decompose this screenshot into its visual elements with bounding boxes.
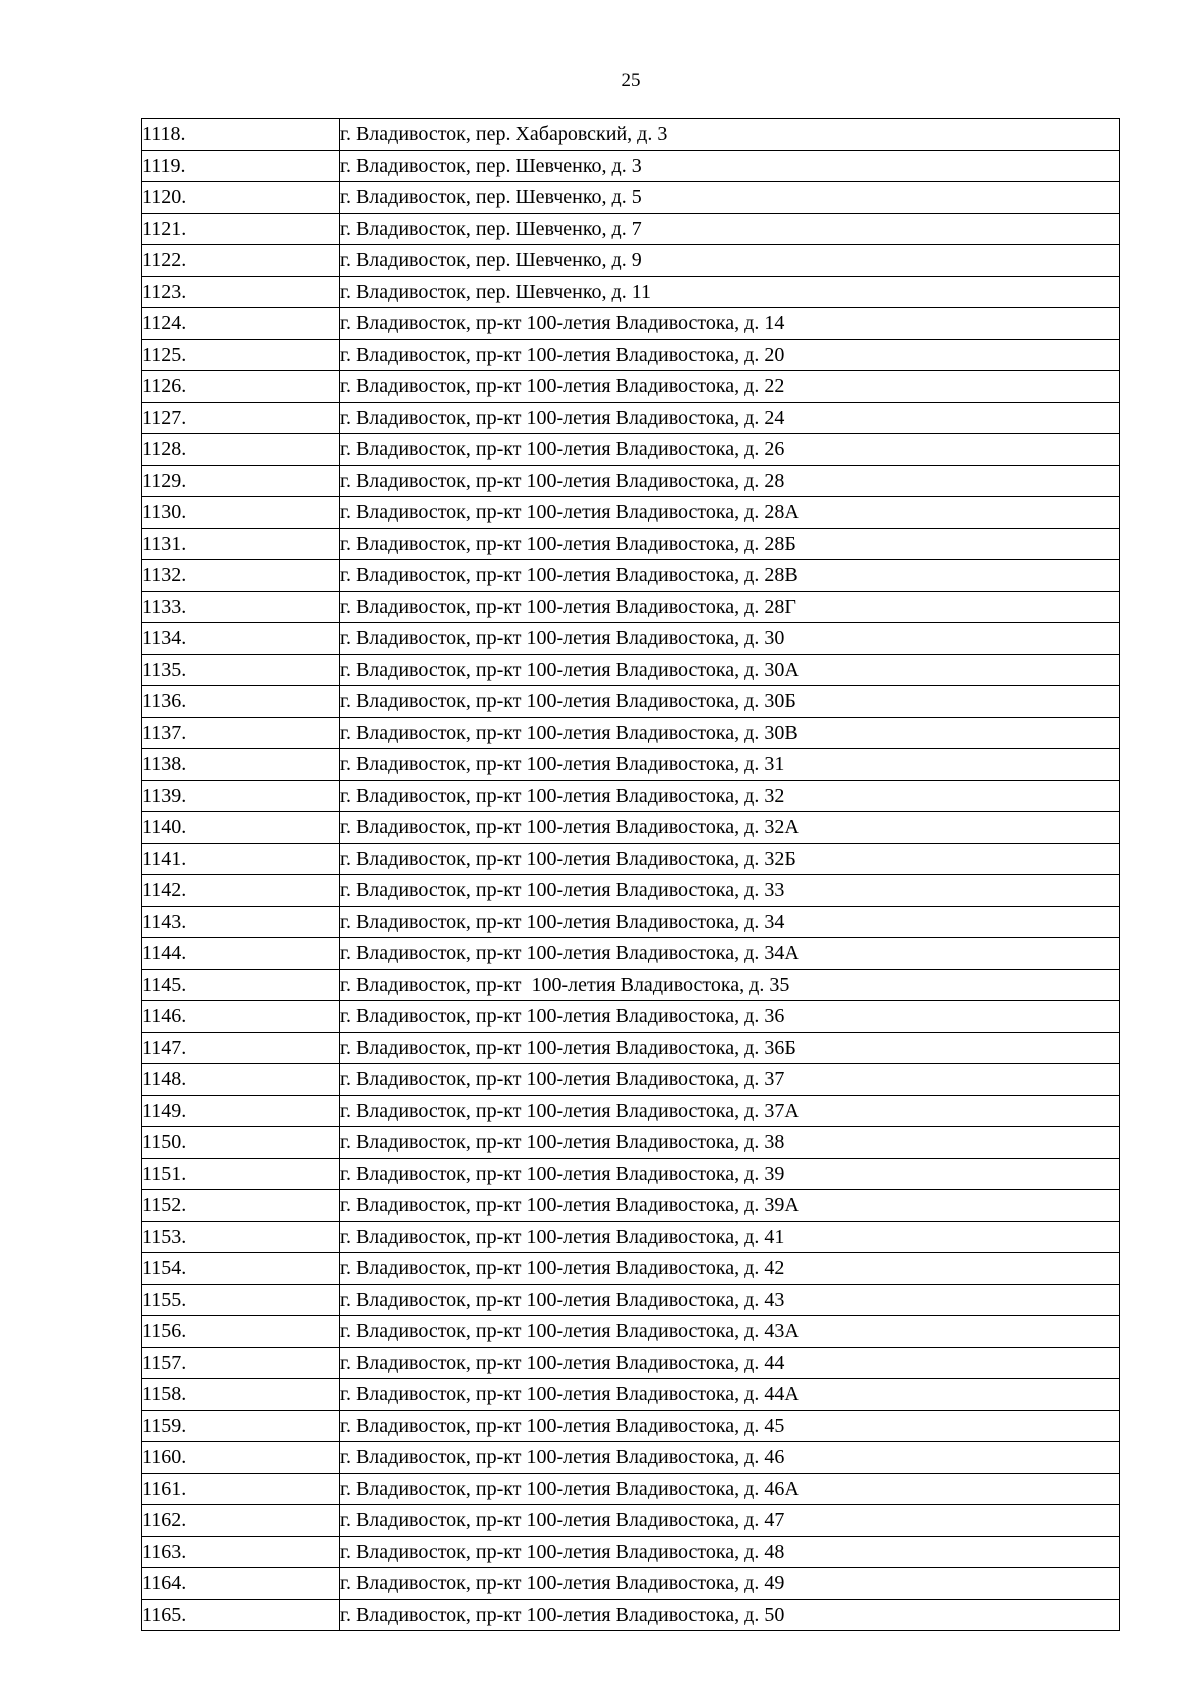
row-address: г. Владивосток, пер. Шевченко, д. 5 xyxy=(340,182,1120,214)
row-address: г. Владивосток, пр-кт 100-летия Владивостока, д. 28 xyxy=(340,465,1120,497)
row-address: г. Владивосток, пр-кт 100-летия Владивостока, д. 48 xyxy=(340,1536,1120,1568)
row-number: 1131. xyxy=(142,528,340,560)
row-address: г. Владивосток, пр-кт 100-летия Владивостока, д. 38 xyxy=(340,1127,1120,1159)
row-address: г. Владивосток, пр-кт 100-летия Владивостока, д. 35 xyxy=(340,969,1120,1001)
table-row xyxy=(142,434,1120,466)
row-number: 1142. xyxy=(142,875,340,907)
table-row xyxy=(142,1410,1120,1442)
row-address: г. Владивосток, пр-кт 100-летия Владивостока, д. 44А xyxy=(340,1379,1120,1411)
row-address: г. Владивосток, пр-кт 100-летия Владивостока, д. 28Г xyxy=(340,591,1120,623)
table-row xyxy=(142,1568,1120,1600)
table-row xyxy=(142,465,1120,497)
table-row xyxy=(142,717,1120,749)
table-row xyxy=(142,1190,1120,1222)
table-row xyxy=(142,245,1120,277)
row-number: 1144. xyxy=(142,938,340,970)
row-number: 1130. xyxy=(142,497,340,529)
row-number: 1162. xyxy=(142,1505,340,1537)
row-number: 1161. xyxy=(142,1473,340,1505)
row-number: 1141. xyxy=(142,843,340,875)
table-row xyxy=(142,528,1120,560)
row-number: 1140. xyxy=(142,812,340,844)
row-address: г. Владивосток, пр-кт 100-летия Владивостока, д. 46 xyxy=(340,1442,1120,1474)
row-number: 1132. xyxy=(142,560,340,592)
row-number: 1155. xyxy=(142,1284,340,1316)
row-address: г. Владивосток, пр-кт 100-летия Владивостока, д. 45 xyxy=(340,1410,1120,1442)
row-address: г. Владивосток, пр-кт 100-летия Владивостока, д. 41 xyxy=(340,1221,1120,1253)
row-number: 1119. xyxy=(142,150,340,182)
table-row xyxy=(142,1221,1120,1253)
table-row xyxy=(142,749,1120,781)
row-number: 1120. xyxy=(142,182,340,214)
row-number: 1121. xyxy=(142,213,340,245)
table-row xyxy=(142,1064,1120,1096)
table-row xyxy=(142,339,1120,371)
row-number: 1146. xyxy=(142,1001,340,1033)
row-address: г. Владивосток, пр-кт 100-летия Владивостока, д. 46А xyxy=(340,1473,1120,1505)
table-row xyxy=(142,150,1120,182)
row-number: 1127. xyxy=(142,402,340,434)
row-number: 1157. xyxy=(142,1347,340,1379)
row-number: 1124. xyxy=(142,308,340,340)
page-number: 25 xyxy=(621,70,641,91)
row-address: г. Владивосток, пр-кт 100-летия Владивостока, д. 14 xyxy=(340,308,1120,340)
address-table-body xyxy=(142,119,1120,1631)
table-row xyxy=(142,843,1120,875)
row-address: г. Владивосток, пер. Шевченко, д. 9 xyxy=(340,245,1120,277)
row-number: 1128. xyxy=(142,434,340,466)
table-row xyxy=(142,1442,1120,1474)
row-number: 1158. xyxy=(142,1379,340,1411)
row-address: г. Владивосток, пр-кт 100-летия Владивостока, д. 32А xyxy=(340,812,1120,844)
table-row xyxy=(142,1001,1120,1033)
row-number: 1118. xyxy=(142,119,340,151)
row-number: 1159. xyxy=(142,1410,340,1442)
row-address: г. Владивосток, пр-кт 100-летия Владивостока, д. 36 xyxy=(340,1001,1120,1033)
row-number: 1126. xyxy=(142,371,340,403)
row-address: г. Владивосток, пр-кт 100-летия Владивостока, д. 30 xyxy=(340,623,1120,655)
table-row xyxy=(142,308,1120,340)
row-number: 1150. xyxy=(142,1127,340,1159)
row-number: 1151. xyxy=(142,1158,340,1190)
row-address: г. Владивосток, пр-кт 100-летия Владивостока, д. 39А xyxy=(340,1190,1120,1222)
row-address: г. Владивосток, пер. Шевченко, д. 11 xyxy=(340,276,1120,308)
row-address: г. Владивосток, пр-кт 100-летия Владивостока, д. 31 xyxy=(340,749,1120,781)
row-address: г. Владивосток, пр-кт 100-летия Владивостока, д. 22 xyxy=(340,371,1120,403)
table-row xyxy=(142,1316,1120,1348)
table-row xyxy=(142,402,1120,434)
row-address: г. Владивосток, пр-кт 100-летия Владивостока, д. 26 xyxy=(340,434,1120,466)
table-row xyxy=(142,1536,1120,1568)
table-row xyxy=(142,1379,1120,1411)
row-number: 1125. xyxy=(142,339,340,371)
row-address: г. Владивосток, пр-кт 100-летия Владивостока, д. 32Б xyxy=(340,843,1120,875)
row-address: г. Владивосток, пр-кт 100-летия Владивостока, д. 36Б xyxy=(340,1032,1120,1064)
row-address: г. Владивосток, пер. Хабаровский, д. 3 xyxy=(340,119,1120,151)
row-address: г. Владивосток, пр-кт 100-летия Владивостока, д. 42 xyxy=(340,1253,1120,1285)
row-number: 1122. xyxy=(142,245,340,277)
row-number: 1139. xyxy=(142,780,340,812)
table-row xyxy=(142,371,1120,403)
row-number: 1147. xyxy=(142,1032,340,1064)
row-number: 1153. xyxy=(142,1221,340,1253)
row-number: 1133. xyxy=(142,591,340,623)
row-address: г. Владивосток, пр-кт 100-летия Владивостока, д. 30Б xyxy=(340,686,1120,718)
row-number: 1154. xyxy=(142,1253,340,1285)
row-number: 1149. xyxy=(142,1095,340,1127)
row-number: 1123. xyxy=(142,276,340,308)
row-address: г. Владивосток, пр-кт 100-летия Владивостока, д. 49 xyxy=(340,1568,1120,1600)
row-address: г. Владивосток, пер. Шевченко, д. 7 xyxy=(340,213,1120,245)
table-row xyxy=(142,213,1120,245)
row-address: г. Владивосток, пр-кт 100-летия Владивостока, д. 34А xyxy=(340,938,1120,970)
row-number: 1152. xyxy=(142,1190,340,1222)
row-number: 1165. xyxy=(142,1599,340,1631)
row-address: г. Владивосток, пр-кт 100-летия Владивостока, д. 37А xyxy=(340,1095,1120,1127)
table-row xyxy=(142,1347,1120,1379)
table-row xyxy=(142,875,1120,907)
row-address: г. Владивосток, пр-кт 100-летия Владивостока, д. 32 xyxy=(340,780,1120,812)
row-address: г. Владивосток, пр-кт 100-летия Владивостока, д. 33 xyxy=(340,875,1120,907)
table-row xyxy=(142,560,1120,592)
row-number: 1143. xyxy=(142,906,340,938)
table-row xyxy=(142,969,1120,1001)
row-address: г. Владивосток, пр-кт 100-летия Владивостока, д. 47 xyxy=(340,1505,1120,1537)
table-row xyxy=(142,1599,1120,1631)
row-number: 1160. xyxy=(142,1442,340,1474)
row-address: г. Владивосток, пр-кт 100-летия Владивостока, д. 24 xyxy=(340,402,1120,434)
row-number: 1135. xyxy=(142,654,340,686)
table-row xyxy=(142,119,1120,151)
row-address: г. Владивосток, пр-кт 100-летия Владивостока, д. 28А xyxy=(340,497,1120,529)
row-number: 1138. xyxy=(142,749,340,781)
row-number: 1137. xyxy=(142,717,340,749)
table-row xyxy=(142,623,1120,655)
table-row xyxy=(142,182,1120,214)
row-number: 1129. xyxy=(142,465,340,497)
row-number: 1156. xyxy=(142,1316,340,1348)
row-address: г. Владивосток, пр-кт 100-летия Владивостока, д. 43А xyxy=(340,1316,1120,1348)
row-address: г. Владивосток, пр-кт 100-летия Владивостока, д. 37 xyxy=(340,1064,1120,1096)
row-number: 1136. xyxy=(142,686,340,718)
row-address: г. Владивосток, пр-кт 100-летия Владивостока, д. 44 xyxy=(340,1347,1120,1379)
table-row xyxy=(142,497,1120,529)
row-number: 1134. xyxy=(142,623,340,655)
table-row xyxy=(142,1505,1120,1537)
table-row xyxy=(142,1473,1120,1505)
table-row xyxy=(142,938,1120,970)
table-row xyxy=(142,780,1120,812)
table-row xyxy=(142,1284,1120,1316)
table-row xyxy=(142,591,1120,623)
row-address: г. Владивосток, пр-кт 100-летия Владивостока, д. 28Б xyxy=(340,528,1120,560)
row-address: г. Владивосток, пр-кт 100-летия Владивостока, д. 30В xyxy=(340,717,1120,749)
row-address: г. Владивосток, пр-кт 100-летия Владивостока, д. 34 xyxy=(340,906,1120,938)
row-number: 1163. xyxy=(142,1536,340,1568)
row-address: г. Владивосток, пр-кт 100-летия Владивостока, д. 20 xyxy=(340,339,1120,371)
row-address: г. Владивосток, пр-кт 100-летия Владивостока, д. 43 xyxy=(340,1284,1120,1316)
table-row xyxy=(142,1253,1120,1285)
address-table xyxy=(141,118,1120,1631)
row-address: г. Владивосток, пр-кт 100-летия Владивостока, д. 50 xyxy=(340,1599,1120,1631)
row-number: 1148. xyxy=(142,1064,340,1096)
table-row xyxy=(142,1158,1120,1190)
table-row xyxy=(142,276,1120,308)
row-address: г. Владивосток, пр-кт 100-летия Владивостока, д. 28В xyxy=(340,560,1120,592)
row-address: г. Владивосток, пер. Шевченко, д. 3 xyxy=(340,150,1120,182)
table-row xyxy=(142,812,1120,844)
table-row xyxy=(142,1032,1120,1064)
table-row xyxy=(142,906,1120,938)
table-row xyxy=(142,654,1120,686)
row-number: 1164. xyxy=(142,1568,340,1600)
row-address: г. Владивосток, пр-кт 100-летия Владивостока, д. 30А xyxy=(340,654,1120,686)
row-number: 1145. xyxy=(142,969,340,1001)
table-row xyxy=(142,1095,1120,1127)
table-row xyxy=(142,1127,1120,1159)
row-address: г. Владивосток, пр-кт 100-летия Владивостока, д. 39 xyxy=(340,1158,1120,1190)
table-row xyxy=(142,686,1120,718)
